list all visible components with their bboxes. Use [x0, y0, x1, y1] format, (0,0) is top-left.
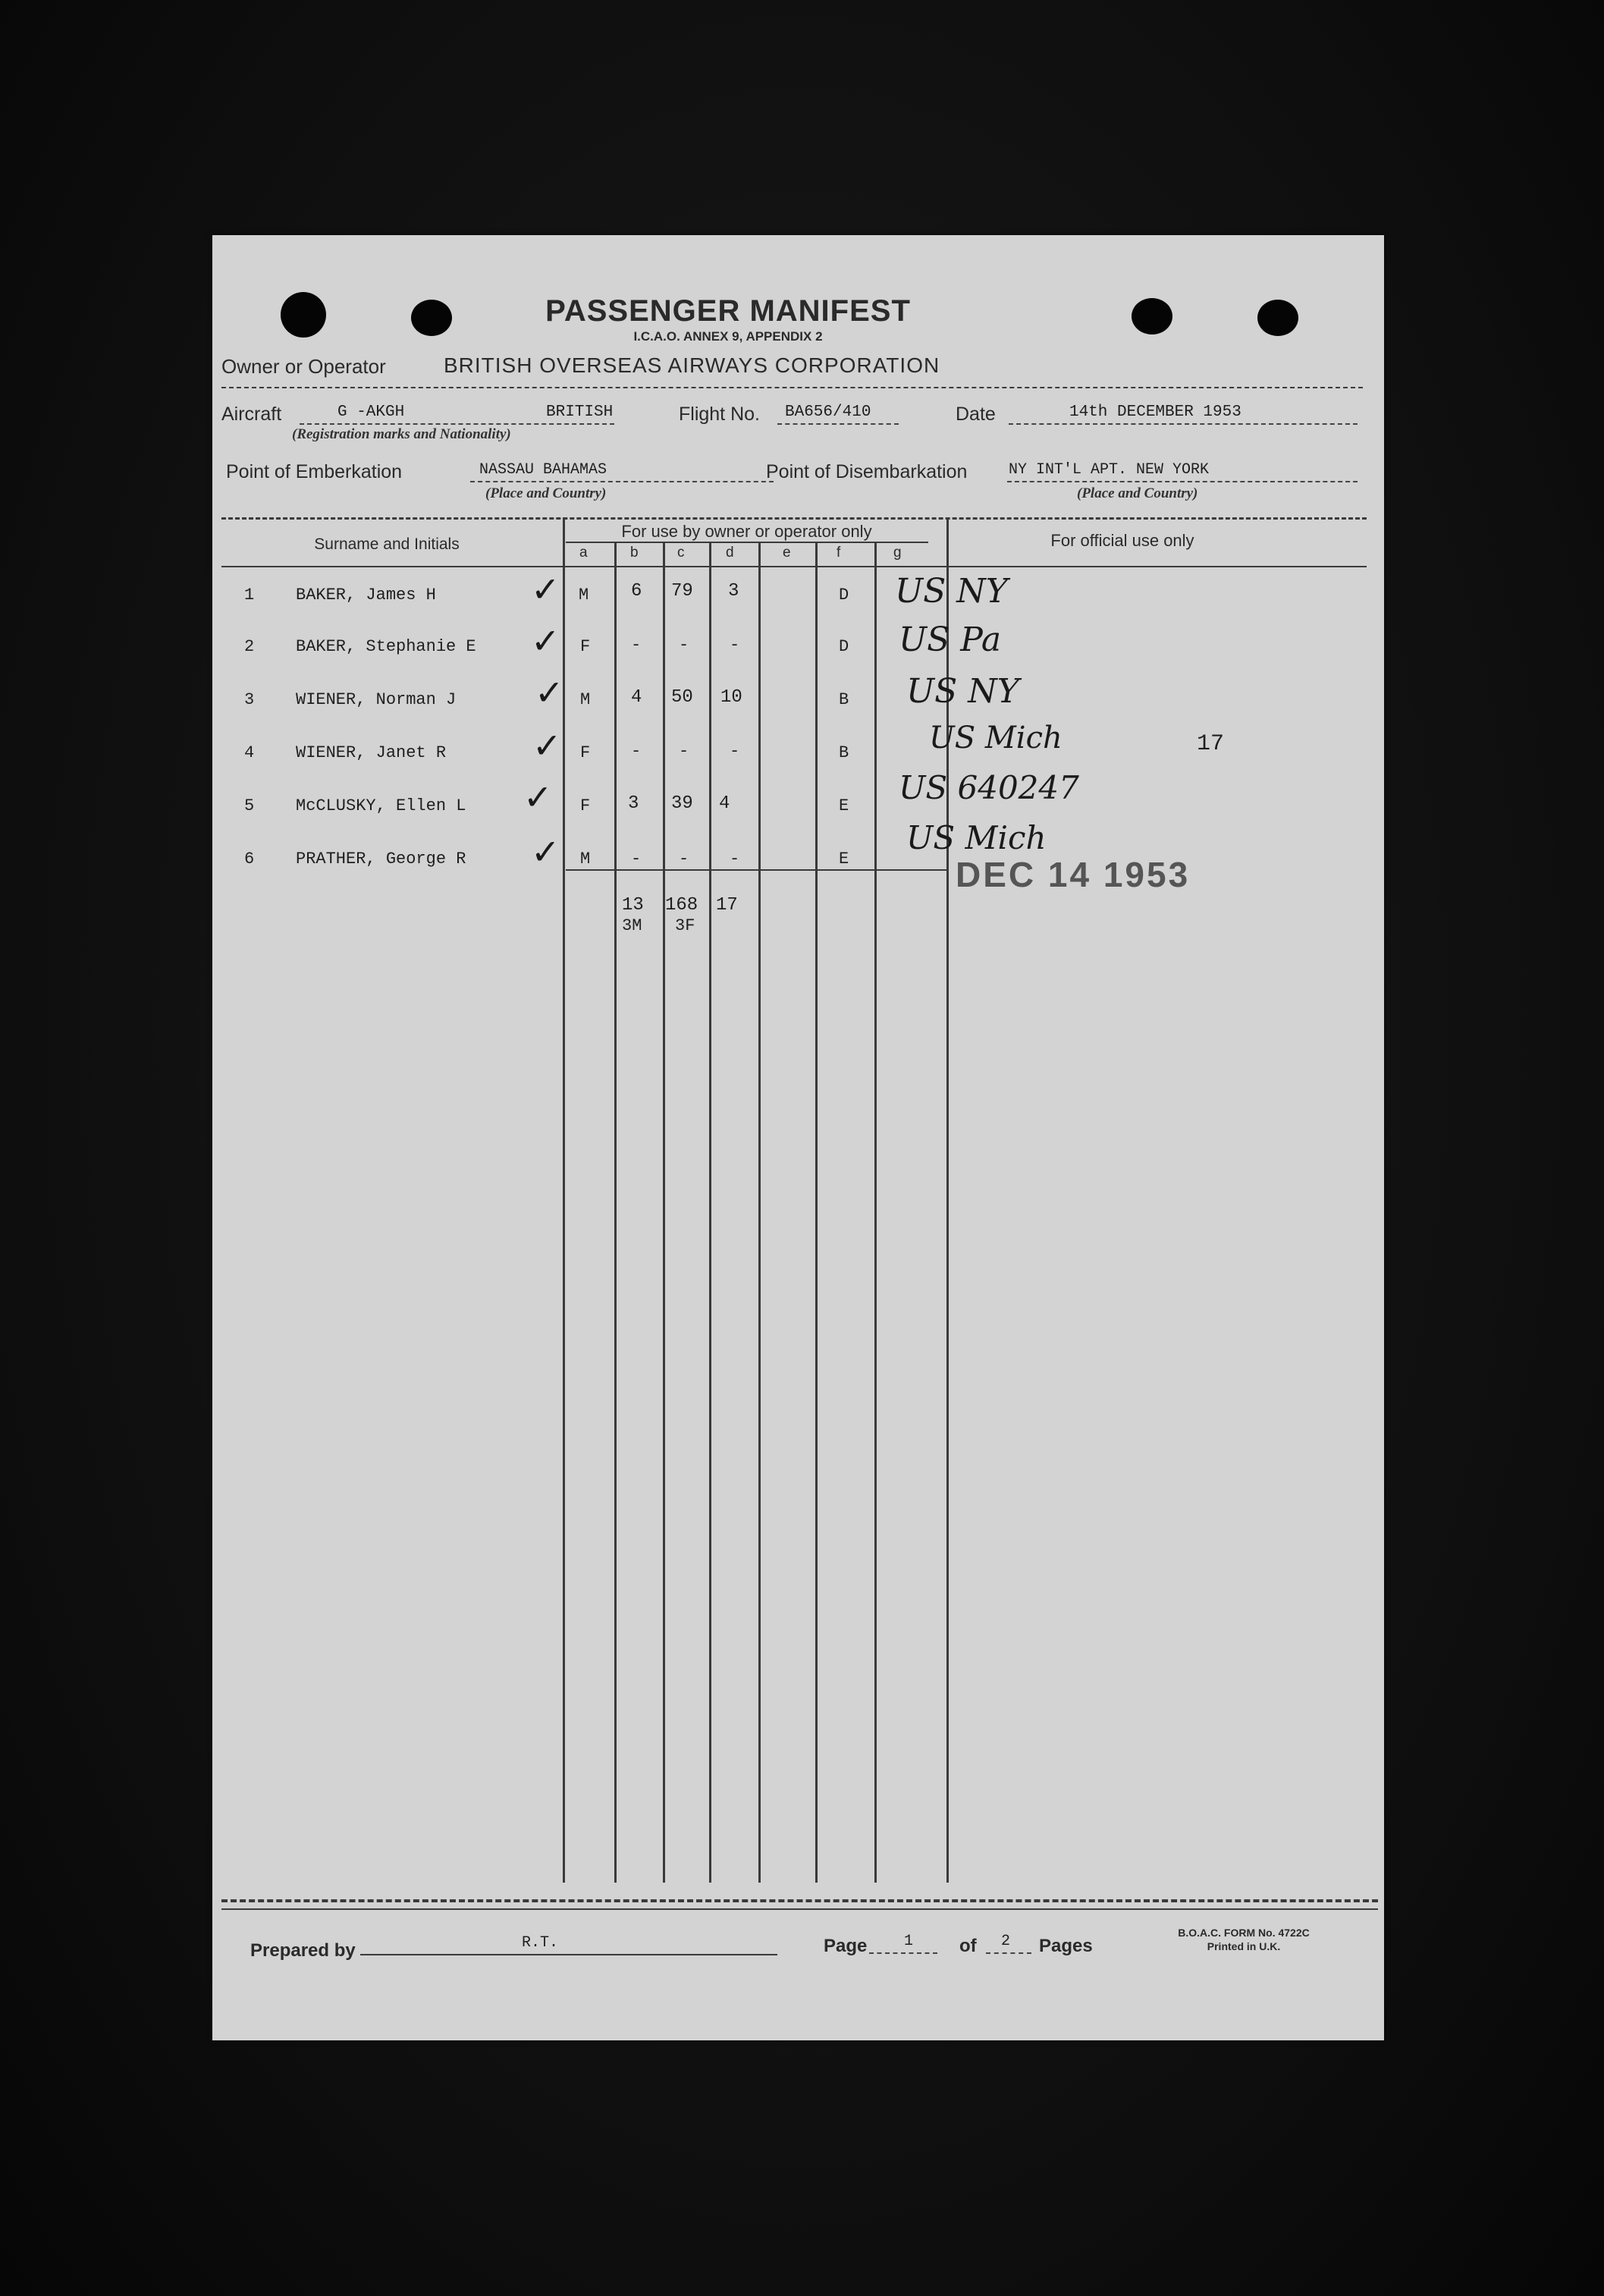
surname-header: Surname and Initials	[314, 536, 460, 553]
cell-g: US Mich	[929, 721, 1063, 755]
punch-hole	[1132, 298, 1172, 335]
page-label: Page	[824, 1936, 868, 1956]
embarkation-label: Point of Emberkation	[226, 461, 403, 482]
page-total-line	[986, 1952, 1031, 1954]
cell-f: B	[839, 743, 849, 762]
column-divider	[663, 542, 665, 1883]
of-label: of	[959, 1936, 977, 1956]
aircraft-label: Aircraft	[221, 404, 282, 425]
column-letter-f: f	[837, 545, 841, 561]
cell-d: 10	[720, 687, 742, 708]
column-letter-g: g	[893, 545, 902, 561]
total-b-sub: 3M	[622, 916, 642, 935]
column-divider	[758, 542, 761, 1883]
column-letter-b: b	[630, 545, 639, 561]
cell-a: F	[580, 796, 591, 815]
header-bottom-rule	[221, 566, 1367, 567]
flight-value: BA656/410	[785, 404, 871, 421]
embarkation-line	[470, 481, 774, 482]
page-total: 2	[1001, 1933, 1011, 1950]
cell-f: D	[839, 637, 849, 656]
prepared-by-label: Prepared by	[250, 1940, 356, 1961]
pages-label: Pages	[1039, 1936, 1093, 1956]
official-use-header: For official use only	[1050, 531, 1194, 550]
cell-c: -	[679, 850, 689, 868]
form-subtitle: I.C.A.O. ANNEX 9, APPENDIX 2	[633, 329, 823, 344]
cell-a: M	[580, 850, 591, 868]
date-line	[1009, 423, 1358, 425]
disembarkation-caption: (Place and Country)	[1077, 485, 1198, 501]
cell-b: 6	[631, 581, 642, 601]
cell-f: B	[839, 690, 849, 709]
owner-only-header: For use by owner or operator only	[621, 522, 872, 541]
form-number: B.O.A.C. FORM No. 4722C	[1178, 1927, 1310, 1939]
cell-b: 4	[631, 687, 642, 708]
cell-a: F	[580, 743, 591, 762]
table-bottom-rule	[221, 1899, 1378, 1902]
passenger-name: WIENER, Janet R	[296, 743, 447, 762]
column-letter-e: e	[783, 545, 791, 561]
check-mark: ✓	[532, 725, 562, 766]
aircraft-registration: G -AKGH	[337, 404, 405, 421]
flight-label: Flight No.	[679, 404, 760, 425]
check-mark: ✓	[531, 831, 560, 872]
row-number: 5	[244, 796, 255, 815]
total-b: 13	[622, 895, 644, 916]
column-divider	[815, 542, 818, 1883]
cell-g: US NY	[906, 672, 1019, 711]
date-value: 14th DECEMBER 1953	[1069, 404, 1241, 421]
passenger-name: PRATHER, George R	[296, 850, 466, 868]
cell-d: 3	[728, 581, 739, 601]
total-c-sub: 3F	[675, 916, 695, 935]
cell-c: 39	[671, 793, 693, 814]
passenger-name: McCLUSKY, Ellen L	[296, 796, 466, 815]
cell-d: -	[730, 636, 740, 655]
rule	[221, 387, 1363, 388]
cell-a: F	[580, 637, 591, 656]
disembarkation-label: Point of Disembarkation	[766, 461, 968, 482]
prepared-by-value: R.T.	[522, 1934, 559, 1952]
cell-f: D	[839, 586, 849, 605]
cell-a: M	[579, 586, 589, 605]
column-letter-a: a	[579, 545, 588, 561]
owner-value: BRITISH OVERSEAS AIRWAYS CORPORATION	[444, 353, 940, 377]
cell-b: -	[631, 742, 642, 761]
cell-b: 3	[628, 793, 639, 814]
cell-f: E	[839, 850, 849, 868]
row-number: 1	[244, 586, 255, 605]
check-mark: ✓	[531, 569, 560, 610]
column-letter-d: d	[726, 545, 734, 561]
passenger-name: WIENER, Norman J	[296, 690, 457, 709]
row-number: 4	[244, 743, 255, 762]
row-number: 6	[244, 850, 255, 868]
cell-d: 4	[719, 793, 730, 814]
cell-g: US Pa	[899, 620, 1002, 659]
disembarkation-line	[1007, 481, 1358, 482]
embarkation-caption: (Place and Country)	[485, 485, 607, 501]
table-bottom-rule	[221, 1908, 1378, 1910]
total-c: 168	[665, 895, 698, 916]
check-mark: ✓	[535, 672, 564, 713]
column-divider	[874, 542, 877, 1883]
passenger-name: BAKER, Stephanie E	[296, 637, 476, 656]
aircraft-line	[300, 423, 614, 425]
column-divider	[614, 542, 617, 1883]
disembarkation-value: NY INT'L APT. NEW YORK	[1009, 461, 1210, 479]
passenger-name: BAKER, James H	[296, 586, 436, 605]
cell-a: M	[580, 690, 591, 709]
row-number: 3	[244, 690, 255, 709]
page-line	[869, 1952, 937, 1954]
date-label: Date	[956, 404, 996, 425]
cell-b: -	[631, 850, 642, 868]
cell-c: 79	[671, 581, 693, 601]
punch-hole	[281, 292, 326, 338]
embarkation-value: NASSAU BAHAMAS	[479, 461, 607, 479]
cell-g: US Mich	[906, 819, 1047, 856]
manifest-sheet	[212, 235, 1384, 2040]
column-divider	[709, 542, 711, 1883]
check-mark: ✓	[531, 620, 560, 661]
aircraft-caption: (Registration marks and Nationality)	[292, 426, 511, 442]
cell-c: -	[679, 636, 689, 655]
row-number: 2	[244, 637, 255, 656]
cell-c: 50	[671, 687, 693, 708]
cell-g: US NY	[895, 572, 1008, 611]
form-title: PASSENGER MANIFEST	[545, 294, 911, 328]
cell-g: US 640247	[899, 769, 1079, 806]
cell-c: -	[679, 742, 689, 761]
cell-f: E	[839, 796, 849, 815]
flight-line	[777, 423, 899, 425]
column-divider	[563, 517, 565, 1883]
punch-hole	[1257, 300, 1298, 336]
printed-in: Printed in U.K.	[1207, 1940, 1281, 1952]
punch-hole	[411, 300, 452, 336]
aircraft-nationality: BRITISH	[546, 404, 614, 421]
owner-label: Owner or Operator	[221, 355, 386, 378]
cell-b: -	[631, 636, 642, 655]
cell-d: -	[730, 742, 740, 761]
total-d: 17	[716, 895, 738, 916]
totals-rule	[566, 869, 949, 871]
table-top-rule	[221, 517, 1367, 520]
page-number: 1	[904, 1933, 914, 1950]
official-count: 17	[1197, 731, 1225, 757]
column-letter-c: c	[677, 545, 685, 561]
cell-d: -	[730, 850, 740, 868]
prepared-by-line	[360, 1954, 777, 1955]
check-mark: ✓	[523, 777, 553, 818]
date-stamp: DEC 14 1953	[956, 855, 1191, 894]
